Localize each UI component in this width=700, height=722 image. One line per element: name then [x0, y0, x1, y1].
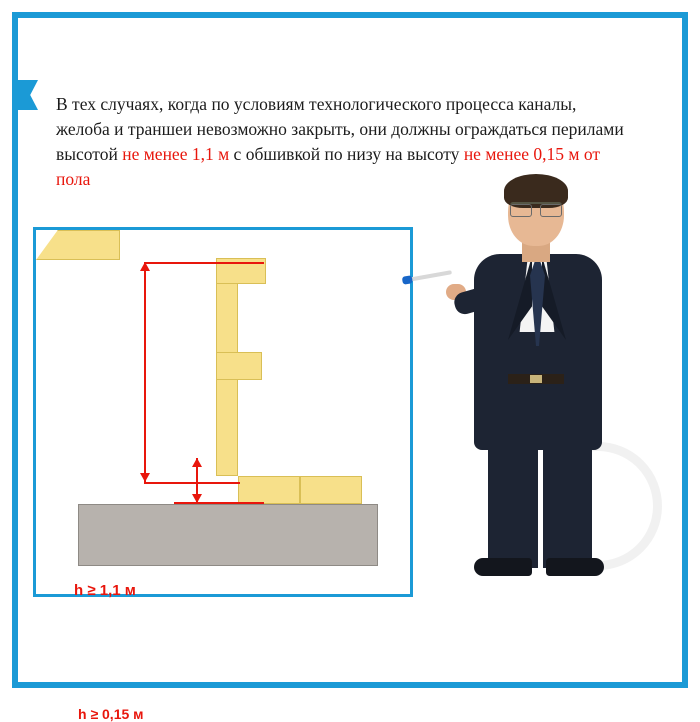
- presenter-belt: [508, 374, 564, 384]
- arrowhead-up-skirting: [192, 458, 202, 467]
- arrowhead-up-railing: [140, 262, 150, 271]
- presenter-shoe-left: [474, 558, 532, 576]
- arrowhead-down-skirting: [192, 494, 202, 503]
- dimension-line-railing: [144, 262, 146, 482]
- headline-highlight-1: не менее 1,1 м: [122, 143, 230, 164]
- base-block-left: [36, 230, 120, 260]
- presenter-shoe-right: [546, 558, 604, 576]
- frame-top-bar: [12, 12, 688, 18]
- label-railing-height: h ≥ 1,1 м: [74, 582, 136, 599]
- railing-mid-bracket: [216, 352, 262, 380]
- headline-part-1: В тех случаях, когда по условиям технологического процесса каналы, желоба и траншеи невозможно закрыть, они должны ограждаться перилами высотой: [56, 94, 624, 164]
- frame-left-bar: [12, 12, 18, 688]
- base-block-middle: [238, 476, 300, 504]
- dimension-tick-top: [144, 262, 264, 264]
- leg-separation: [538, 446, 543, 568]
- diagram-canvas: [36, 230, 410, 594]
- diagram-panel: [33, 227, 413, 722]
- glasses-icon: [510, 202, 562, 216]
- frame-right-bar: [682, 12, 688, 688]
- label-skirting-height: h ≥ 0,15 м: [78, 706, 144, 722]
- arrowhead-down-railing: [140, 473, 150, 482]
- side-accent-tab: [12, 80, 38, 110]
- presenter-photo: [430, 178, 665, 598]
- headline-highlight-2: не менее 0,15 м от пола: [56, 143, 601, 189]
- pointer-stick: [408, 270, 452, 282]
- floor-slab: [78, 504, 378, 566]
- base-block-right: [300, 476, 362, 504]
- dimension-tick-middle: [144, 482, 240, 484]
- headline-part-2: с обшивкой по низу на высоту: [229, 143, 464, 164]
- frame-bottom-bar: [12, 682, 688, 688]
- dimension-tick-bottom: [174, 502, 264, 504]
